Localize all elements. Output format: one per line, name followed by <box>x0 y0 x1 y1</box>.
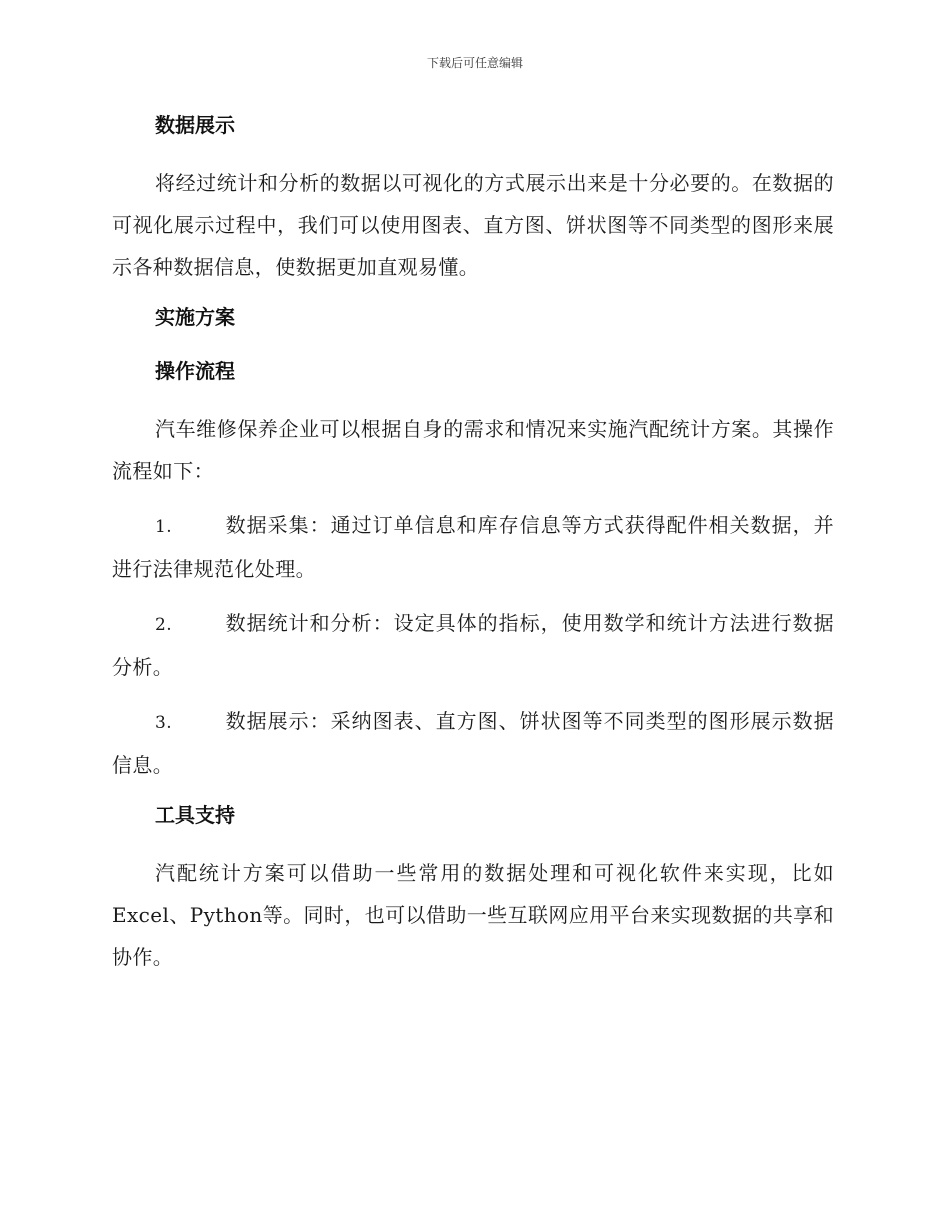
paragraph-data-display: 将经过统计和分析的数据以可视化的方式展示出来是十分必要的。在数据的可视化展示过程中，我们可以使用图表、直方图、饼状图等不同类型的图形来展示各种数据信息，使数据更加直观易懂。 <box>112 171 834 279</box>
list-item <box>112 700 834 786</box>
section-heading-tools: 工具支持 <box>155 803 235 827</box>
header-note: 下载后可任意编辑 <box>426 56 523 70</box>
list-item-text: 数据采集：通过订单信息和库存信息等方式获得配件相关数据，并进行法律规范化处理。 <box>112 513 834 581</box>
document-body <box>112 108 834 990</box>
list-item <box>112 504 834 590</box>
paragraph-workflow: 汽车维修保养企业可以根据自身的需求和情况来实施汽配统计方案。其操作流程如下： <box>112 417 834 483</box>
list-item-number: 1. <box>155 517 173 537</box>
list-item-number: 2. <box>155 615 173 635</box>
section-heading-data-display: 数据展示 <box>155 113 235 137</box>
list-item-text: 数据统计和分析：设定具体的指标，使用数学和统计方法进行数据分析。 <box>112 611 834 679</box>
list-item <box>112 602 834 688</box>
list-item-text: 数据展示：采纳图表、直方图、饼状图等不同类型的图形展示数据信息。 <box>112 709 834 777</box>
paragraph-tools: 汽配统计方案可以借助一些常用的数据处理和可视化软件来实现，比如Excel、Python等。同时，也可以借助一些互联网应用平台来实现数据的共享和协作。 <box>112 861 834 969</box>
list-item-number: 3. <box>155 713 173 733</box>
section-heading-workflow: 操作流程 <box>155 359 235 383</box>
section-heading-implementation: 实施方案 <box>155 305 235 329</box>
